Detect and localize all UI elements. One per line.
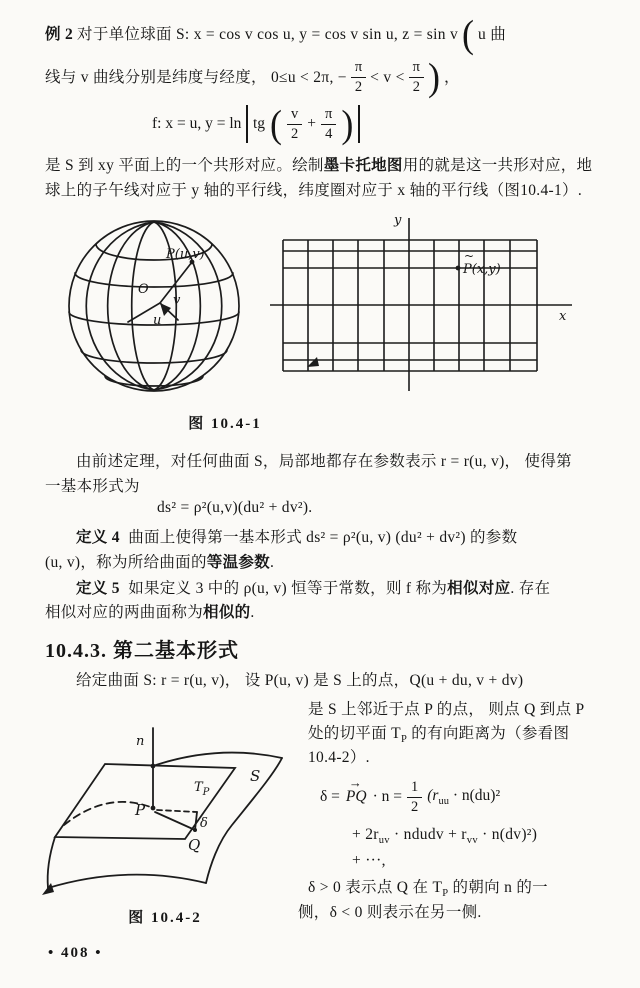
given-surface-right-line-3: 10.4-2）.: [308, 749, 370, 766]
label-Q: Q: [188, 836, 201, 854]
label-P: P: [135, 801, 146, 819]
first-fundamental-form-formula: ds² = ρ²(u,v)(du² + dv²).: [157, 499, 313, 516]
figure-10-4-2-caption: 图 10.4-2: [128, 910, 202, 926]
similar-bold: 相似的: [203, 604, 251, 621]
label-n: n: [136, 734, 145, 749]
definition-4-line-1: 定义 4 曲面上使得第一基本形式 ds² = ρ²(u, v) (du² + dv²) 的参数: [76, 529, 518, 546]
subscript-P: P: [400, 734, 408, 746]
delta-formula-line-2: + $2r_{uv}$ · ndudv + $r_{vv} \cdot n(dv)^2$): [352, 826, 538, 847]
conformal-line-2: 球上的子午线对应于 y 轴的平行线，纬度圈对应于 x 轴的平行线（图10.4-1）.: [45, 182, 583, 199]
dashed-segment-P-to-foot: [157, 810, 197, 812]
fraction-v-2: $\frac{v}{2}$: [287, 107, 302, 141]
delta-distance-segment: [195, 812, 197, 830]
isothermal-parameters-bold: 等温参数: [206, 554, 270, 571]
big-paren-open: (: [270, 102, 283, 146]
page-number: • 408 •: [48, 945, 103, 961]
tilde-over-P: ~: [464, 249, 475, 263]
surface-right-edge: [206, 758, 282, 883]
definition-4-label: 定义 4: [76, 529, 120, 546]
label-O: O: [138, 282, 149, 297]
figure-10-4-1-map: [265, 210, 585, 402]
meridian: [108, 222, 154, 390]
tangent-plane-drawing: [48, 728, 282, 888]
label-y-axis: y: [394, 213, 402, 228]
definition-4-line-2: (u, v)，称为所给曲面的等温参数.: [45, 554, 275, 571]
abs-bar-left: [246, 105, 248, 143]
big-paren-open: (: [462, 12, 474, 56]
example-2-line-1: 例 2 对于单位球面 S: x = cos v cos u, y = cos v sin u, z = sin v ( u 曲: [45, 12, 507, 56]
parallel: [81, 350, 227, 363]
surface-top-edge: [153, 753, 282, 766]
point-Q-dot: [193, 828, 197, 832]
point-P-dot: [151, 806, 156, 811]
chord-P-to-Q: [155, 812, 195, 830]
given-surface-right-line-2: 处的切平面 $T_P$ 的有向距离为（参看图: [308, 725, 570, 746]
big-paren-close: ): [427, 55, 440, 99]
parallel: [75, 273, 233, 287]
given-surface-right-line-1: 是 S 上邻近于点 P 的点， 则点 Q 到点 P: [308, 701, 585, 718]
delta-formula-line-3: + ···,: [352, 852, 386, 869]
label-P-tilde: P(x,y): [463, 262, 501, 277]
label-T-P: $T_P$: [194, 780, 210, 798]
point-P-tilde-dot: [456, 266, 461, 271]
plane-normal-intersection-dot: [151, 764, 156, 769]
example-2-line-2: 线与 v 曲线分别是纬度与经度， 0≤u < 2π, − $\frac{\pi}{2}$ < v < $\frac{\pi}{2}$ ) ，: [45, 55, 460, 99]
r-uu-term: ($r_{uu} \cdot n(du)^2$: [427, 786, 501, 808]
theorem-line-2: 一基本形式为: [45, 478, 140, 495]
definition-5-label: 定义 5: [76, 580, 120, 597]
label-S: S: [250, 767, 261, 785]
fraction-pi-2: $\frac{\pi}{2}$: [351, 60, 366, 94]
section-heading-10-4-3: 10.4.3. 第二基本形式: [45, 640, 239, 662]
conformal-line-1: 是 S 到 xy 平面上的一个共形对应。绘制墨卡托地图用的就是这一共形对应，地: [45, 157, 593, 174]
label-P-uv: P(u,v): [166, 247, 205, 262]
vector-arrow: →: [348, 775, 362, 790]
figure-10-4-2-tangent-plane: [38, 702, 323, 897]
figure-10-4-1-sphere: [58, 218, 258, 396]
subscript-P: P: [442, 888, 449, 900]
label-delta: δ: [200, 816, 208, 831]
delta-text-line-1: δ > 0 表示点 Q 在 $T_P$ 的朝向 n 的一: [308, 879, 548, 900]
fraction-pi-4: $\frac{\pi}{4}$: [321, 107, 336, 141]
sphere-wireframe: [69, 221, 239, 391]
surface-bottom-edge: [48, 875, 206, 888]
vector-PQ: → PQ: [345, 775, 367, 805]
theorem-line-1: 由前述定理，对任何曲面 S，局部地都存在参数表示 r = r(u, v)， 使得第: [76, 453, 572, 470]
formula-f: f: x = u, y = ln tg ( $\frac{v}{2}$ + $\frac{\pi}{4}$ ): [152, 101, 360, 147]
angle-wedge: [160, 303, 171, 316]
similar-correspondence-bold: 相似对应: [447, 580, 511, 597]
given-surface-line-1: 给定曲面 S: r = r(u, v)， 设 P(u, v) 是 S 上的点，Q(u + du, v + dv): [76, 672, 524, 689]
label-x-axis: x: [559, 309, 567, 324]
mercator-bold: 墨卡托地图: [323, 157, 403, 174]
big-paren-close: ): [341, 102, 354, 146]
example-2-label: 例 2: [45, 25, 74, 43]
definition-5-line-1: 定义 5 如果定义 3 中的 ρ(u, v) 恒等于常数，则 f 称为相似对应. 存在: [76, 580, 551, 597]
abs-bar-right: [358, 105, 360, 143]
delta-formula-line-1: δ = → PQ · n = $\frac{1}{2}$ ($r_{uu} \cdot n(du)^2$: [320, 775, 501, 815]
definition-5-line-2: 相似对应的两曲面称为相似的.: [45, 604, 255, 621]
figure-10-4-1-caption: 图 10.4-1: [188, 416, 262, 432]
fraction-1-2: $\frac{1}{2}$: [407, 780, 422, 814]
fraction-pi-2b: $\frac{\pi}{2}$: [409, 60, 424, 94]
surface-left-edge: [48, 837, 55, 888]
meridian: [132, 222, 154, 390]
label-v: v: [173, 293, 181, 308]
delta-text-line-2: 侧，δ < 0 则表示在另一侧.: [298, 904, 482, 921]
label-u: u: [153, 313, 162, 328]
